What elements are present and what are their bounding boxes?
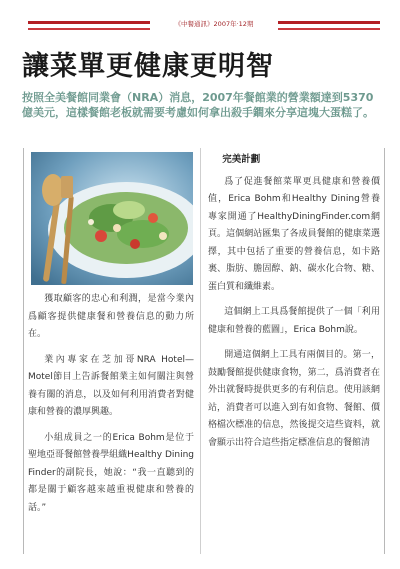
left-paragraph-3: 小組成員之一的Erica Bohm是位于聖地亞哥餐館營養學組織Healthy Dining Finder的副院長，她說：“我一直聽到的都是關于顧客越來越重視健康和營養的話。” [28,432,194,513]
right-paragraph-1: 爲了促進餐館菜單更具健康和營養價值，Erica Bohm和Healthy Dining營養專家開通了HealthyDiningFinder.com網頁。這個網站匯集了各成員餐館的健康菜選擇，其中包括了重要的營養信息，如卡路裏、脂肪、膽固醇、鈉、碳水化合物、糖、蛋白質和纖維素。 [208,176,380,292]
column-rule-right [384,148,385,554]
section-title: 完美計劃 [222,154,261,165]
left-paragraph-2: 業內專家在芝加哥NRA Hotel—Motel節目上告訴餐館業主如何關注與營養有關的消息，以及如何利用消費者對健康和營養的濃厚興趣。 [28,354,194,417]
article-lead: 按照全美餐館同業會（NRA）消息，2007年餐館業的營業額達到5370億美元，這樣餐館老板就需要考慮如何拿出殺手鐧來分享這塊大蛋糕了。 [22,91,374,119]
column-rule-middle [200,148,201,554]
issue-label: 《中餐通訊》2007年·12期 [150,19,278,30]
salad-icon [31,152,193,285]
article-title: 讓菜單更健康更明智 [22,51,274,82]
left-paragraph-1: 獲取顧客的忠心和利潤，是當今業內爲顧客提供健康餐和營養信息的動力所在。 [28,294,194,339]
right-column [208,151,380,460]
column-rule-left [23,148,24,554]
left-column [28,291,194,525]
right-paragraph-2: 這個網上工具爲餐館提供了一個「利用健康和營養的藍圖」，Erica Bohm說。 [208,307,380,335]
right-paragraph-3: 開通這個網上工具有兩個目的。第一，鼓勵餐館提供健康食物，第二，爲消費者在外出就餐時提供更多的有利信息。使用該網站，消費者可以進入到有如食物、餐館、價格檔次標准的信息，然後提交這些資料，就會顯示出符合這些指定標准信息的餐館清 [208,350,380,448]
salad-photo [31,152,193,285]
